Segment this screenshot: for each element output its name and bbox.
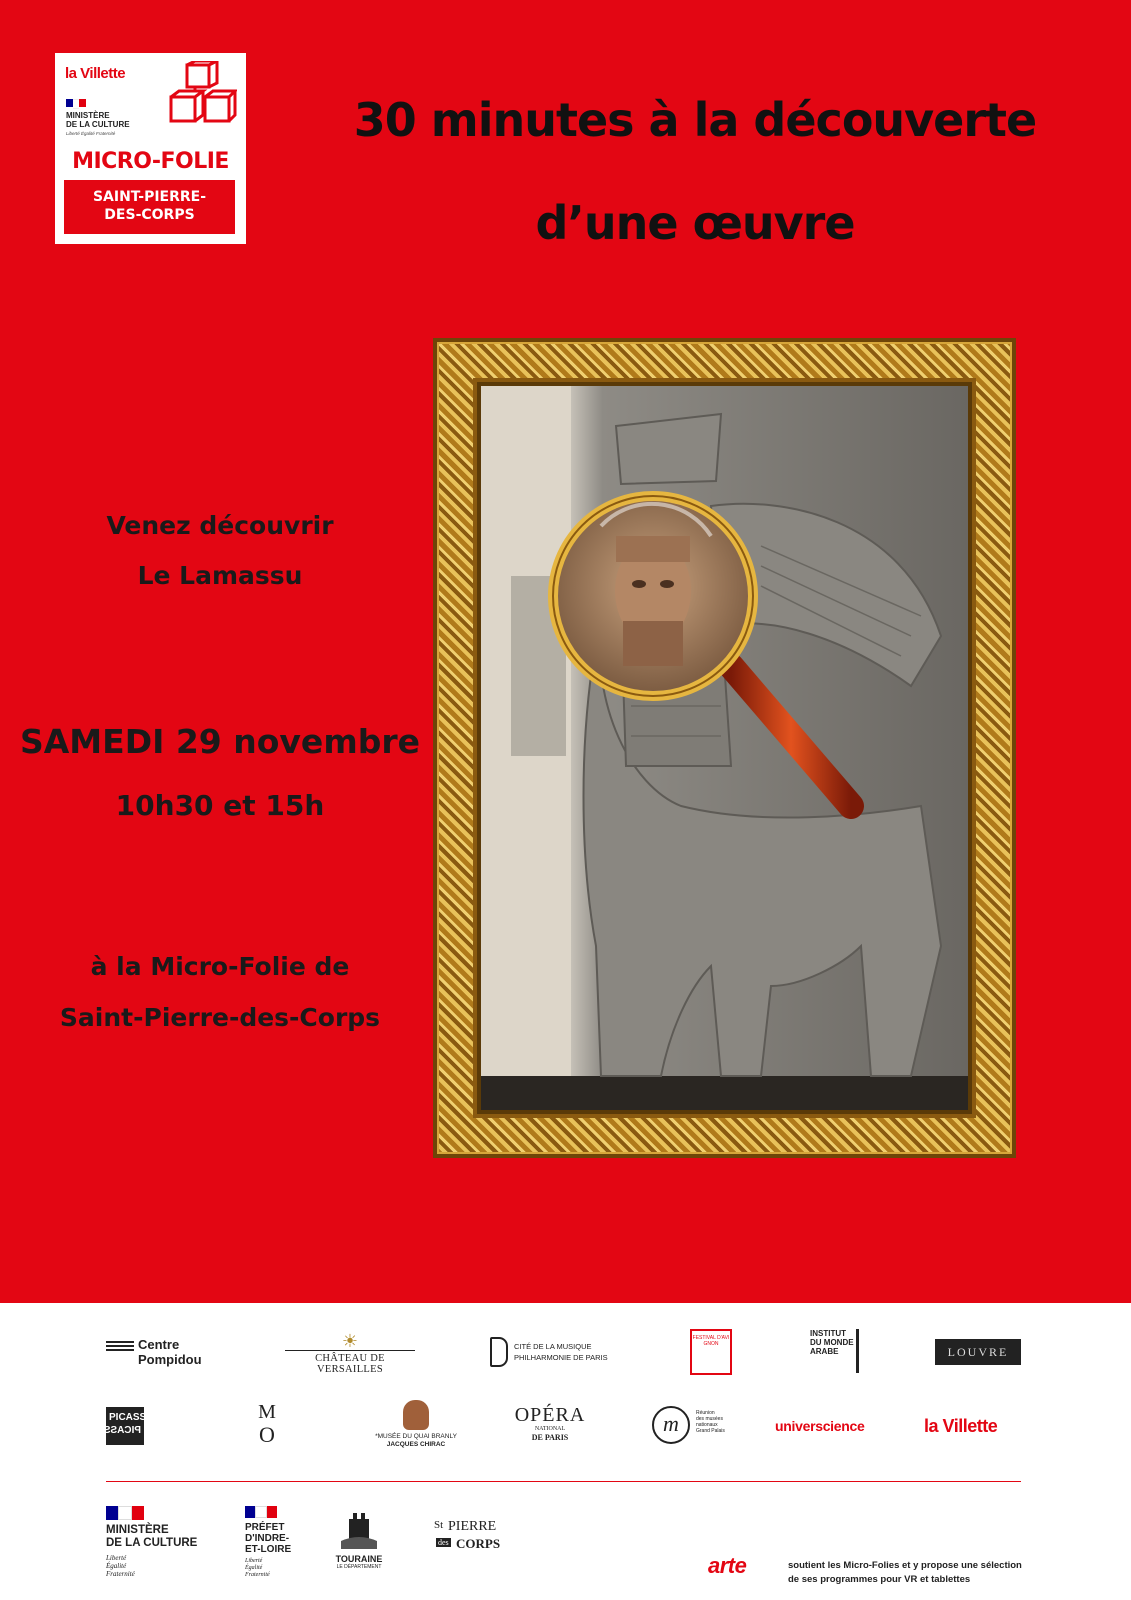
lavillette-logo-text: la Villette (65, 65, 126, 82)
arte-text-line2: de ses programmes pour VR et tablettes (788, 1574, 971, 1585)
pompidou-line1: Centre (138, 1337, 180, 1352)
orsay-o: O (259, 1422, 275, 1447)
marianne-flag-icon (66, 99, 86, 107)
logo-ima (810, 1329, 870, 1377)
stpierre-corps: CORPS (456, 1536, 501, 1551)
logo-prefet (245, 1506, 315, 1586)
touraine-line1: TOURAINE (335, 1554, 383, 1564)
ima-bar-icon (848, 1329, 859, 1373)
philharmonie-icon (490, 1337, 508, 1367)
logo-arte: arte (708, 1553, 747, 1578)
lamassu-photo (481, 386, 968, 1110)
quai-branly-text (366, 1433, 466, 1449)
quai-branly-line1: *MUSÉE DU QUAI BRANLY (375, 1433, 457, 1440)
ministry-label (66, 111, 146, 129)
ministere-text (106, 1524, 226, 1550)
venue-line1: à la Micro-Folie de (90, 952, 350, 981)
statuette-icon (403, 1400, 429, 1430)
partners-divider (106, 1481, 1021, 1482)
ministere-devise-3: Fraternité (106, 1570, 135, 1578)
prefet-line1: PRÉFET (245, 1522, 285, 1533)
opera-line2: NATIONAL (534, 1426, 566, 1432)
micro-folie-name: MICRO-FOLIE (72, 149, 229, 174)
versailles-text: CHÂTEAU DE VERSAILLES (285, 1350, 415, 1375)
ministere-devise (106, 1554, 226, 1578)
stpierre-des: des (438, 1538, 449, 1547)
philharmonie-line2: PHILHARMONIE DE PARIS (514, 1353, 608, 1362)
rmn-text (696, 1410, 725, 1434)
city-line1: SAINT-PIERRE- (92, 189, 207, 205)
tower-icon (341, 1511, 377, 1549)
logo-ministere-culture (106, 1506, 226, 1586)
prefet-line3: ET-LOIRE (245, 1544, 292, 1555)
prefet-line2: D'INDRE- (245, 1533, 290, 1544)
logo-musee-orsay (252, 1401, 282, 1451)
prefet-text (245, 1522, 315, 1555)
rmn-line1: Réunion (696, 1410, 715, 1416)
avignon-text: FESTIVAL D'AVIGNON (692, 1335, 730, 1347)
rmn-line2: des musées (696, 1416, 723, 1422)
micro-folie-city (64, 180, 235, 234)
logo-saint-pierre-des-corps (418, 1519, 513, 1569)
pompidou-text (138, 1337, 202, 1367)
rmn-m-icon: m (652, 1406, 690, 1444)
event-date: SAMEDI 29 novembre (20, 722, 420, 761)
marianne-flag-icon (245, 1506, 277, 1518)
logo-centre-pompidou (106, 1337, 216, 1373)
micro-folie-logo (55, 53, 246, 244)
ima-line1: INSTITUT (810, 1329, 846, 1338)
logo-louvre: LOUVRE (935, 1339, 1021, 1365)
touraine-line2: LE DÉPARTEMENT (336, 1564, 382, 1570)
pompidou-line2: Pompidou (138, 1352, 202, 1367)
ministere-devise-2: Égalité (106, 1562, 127, 1570)
prefet-devise-1: Liberté (245, 1558, 263, 1564)
artwork-name: Le Lamassu (137, 561, 303, 590)
lamassu-illustration (481, 386, 968, 1110)
logo-touraine (329, 1511, 389, 1575)
event-times: 10h30 et 15h (115, 789, 325, 822)
ministere-line2: DE LA CULTURE (106, 1537, 198, 1549)
picasso-line2: PICASSO (95, 1425, 141, 1436)
marianne-flag-icon (106, 1506, 144, 1520)
philharmonie-line1: CITÉ DE LA MUSIQUE (514, 1342, 592, 1351)
ima-line2: DU MONDE (810, 1338, 854, 1347)
ministry-line1: MINISTÈRE (66, 111, 110, 120)
prefet-devise-2: Égalité (245, 1565, 263, 1571)
ministry-line2: DE LA CULTURE (66, 120, 130, 129)
arte-support-text (788, 1559, 1022, 1587)
city-line2: DES-CORPS (104, 207, 195, 223)
prefet-devise-3: Fraternité (245, 1572, 270, 1578)
ima-text (810, 1329, 870, 1356)
arte-text-line1: soutient les Micro-Folies et y propose une sélection (788, 1560, 1022, 1571)
cubes-icon (167, 61, 237, 133)
philharmonie-text (514, 1341, 608, 1363)
opera-line3: DE PARIS (531, 1433, 569, 1442)
logo-musee-picasso (95, 1407, 155, 1445)
intro-line1: Venez découvrir (106, 511, 334, 540)
prefet-devise (245, 1558, 315, 1579)
rmn-line3: nationaux (696, 1422, 718, 1428)
ministry-devise: Liberté Égalité Fraternité (66, 131, 116, 136)
logo-la-villette: la Villette (924, 1416, 998, 1436)
logo-opera (510, 1404, 590, 1450)
ministere-line1: MINISTÈRE (106, 1524, 169, 1536)
picasso-line1: PICASSO (109, 1412, 155, 1423)
ministere-devise-1: Liberté (106, 1554, 127, 1562)
orsay-m: M (258, 1401, 276, 1423)
logo-rmn-grand-palais (652, 1406, 742, 1446)
logo-philharmonie (490, 1337, 620, 1373)
logo-versailles (285, 1331, 415, 1375)
venue-line2: Saint-Pierre-des-Corps (59, 1003, 381, 1032)
rmn-line4: Grand Palais (696, 1428, 725, 1434)
logo-universcience: universcience (775, 1418, 865, 1434)
ima-line3: ARABE (810, 1347, 839, 1356)
opera-title: OPÉRA (514, 1404, 586, 1426)
pompidou-stripes-icon (106, 1341, 134, 1353)
gold-frame (433, 338, 1016, 1158)
sun-icon: ☀ (341, 1331, 359, 1351)
logo-quai-branly (366, 1400, 466, 1452)
stpierre-pierre: PIERRE (448, 1519, 497, 1534)
poster-title-line1: 30 minutes à la découverte (353, 93, 1037, 147)
logo-festival-avignon (690, 1329, 732, 1375)
quai-branly-line2: JACQUES CHIRAC (386, 1441, 446, 1448)
poster-title-line2: d’une œuvre (535, 196, 855, 250)
stpierre-st: St (434, 1519, 444, 1531)
